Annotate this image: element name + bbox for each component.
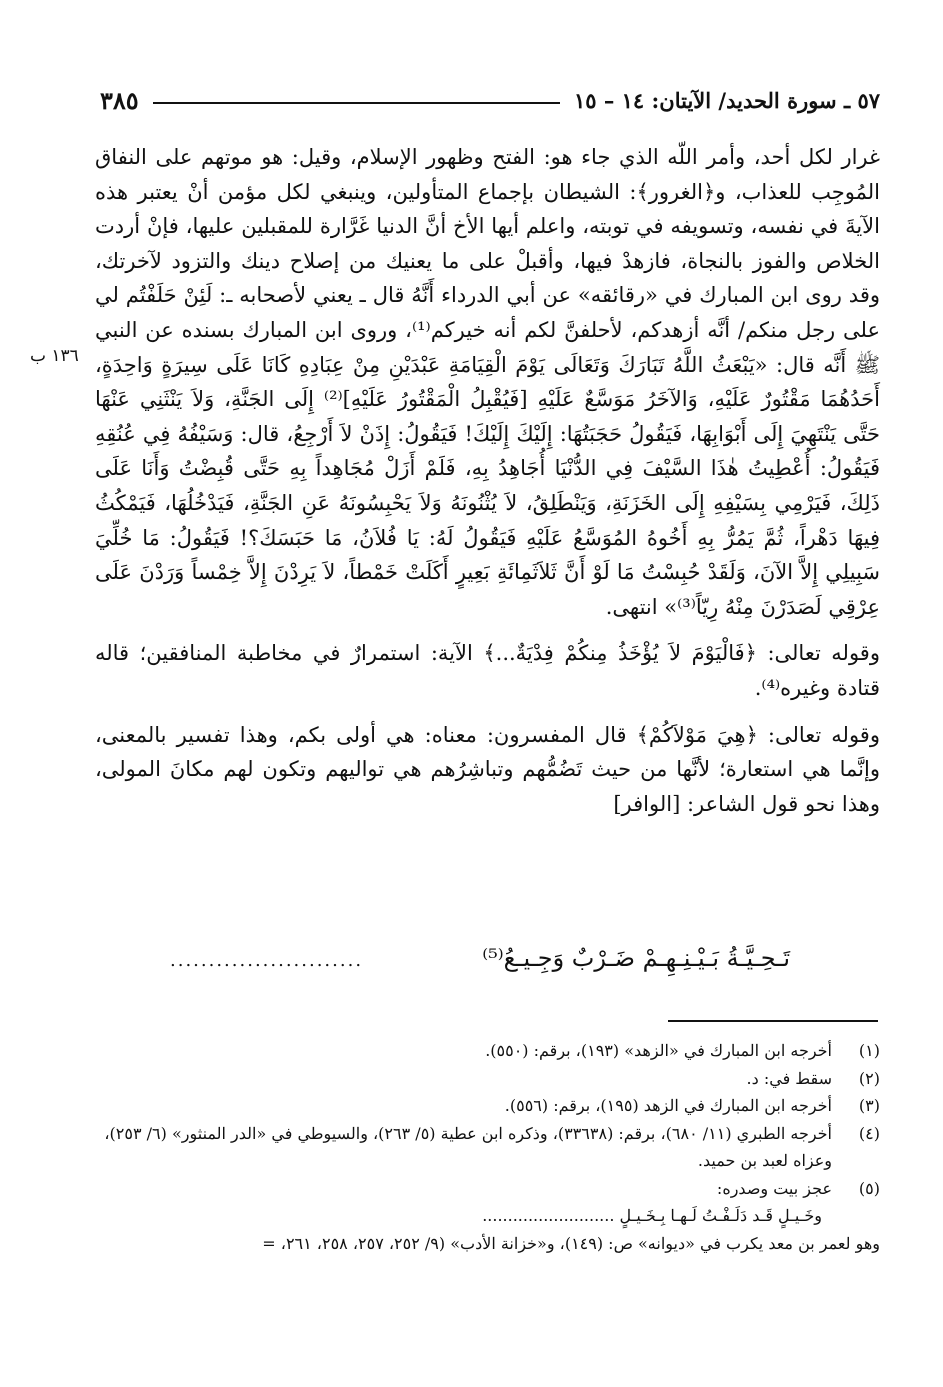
verse-text: تَـحِـيَّـةُ بَـيْـنِـهِـمْ ضَـرْبٌ وَجِـيـعُ⁽⁵⁾ bbox=[482, 944, 790, 972]
footnote-separator bbox=[668, 1020, 878, 1022]
footnote-text: سقط في: د. bbox=[746, 1068, 832, 1088]
footnote-text: أخرجه الطبري (١١/ ٦٨٠)، برقم: (٣٣٦٣٨)، وذكره ابن عطية (٥/ ٢٦٣)، والسيوطي في «الدر المنثور» (٦/ ٢٥٣)، وعزاه لعبد بن حميد. bbox=[104, 1123, 832, 1170]
footnote-item bbox=[95, 1037, 880, 1065]
footnote-item bbox=[95, 1092, 880, 1120]
verse-dots: ......................... bbox=[170, 950, 364, 971]
footnote-number: (١) bbox=[858, 1041, 880, 1060]
header-title: ٥٧ ـ سورة الحديد/ الآيتان: ١٤ – ١٥ bbox=[573, 87, 880, 113]
running-header bbox=[100, 80, 880, 120]
footnote-item bbox=[95, 1065, 880, 1093]
poetry-verse bbox=[170, 944, 790, 972]
footnote-number: (٣) bbox=[858, 1096, 880, 1115]
footnote-number: (٤) bbox=[858, 1123, 880, 1143]
paragraph-1: غرار لكل أحد، وأمر اللّه الذي جاء هو: الفتح وظهور الإسلام، وقيل: هو موتهم على النفاق المُوجِب للعذاب، و﴿الغرور﴾: الشيطان بإجماع المتأولين، وينبغي لكل مؤمن أنْ يعتبر هذه الآيةَ في نفسه، وتسويفه في توبته، واعلم أيها الأخ أنَّ الدنيا غَرَّارة للمقبلين عليها، فإنْ أردت الخلاص والفوز بالنجاة، فازهدْ فيها، وأقبلْ على ما يعنيك من إصلاح دينك والتزود لآخرتك، وقد روى ابن المبارك في «رقائقه» عن أبي الدرداء أَنَّهُ قال ـ يعني لأصحابه ـ: لَئِنْ حَلَفْتُم لي على رجل منكم/ أنَّه أزهدكم، لأحلفنَّ لكم أنه خيركم⁽¹⁾، وروى ابن المبارك بسنده عن النبي ﷺ أَنَّه قال: «يَبْعَثُ اللَّهُ تَبَارَكَ وَتَعَالَى يَوْمَ الْقِيَامَةِ عَبْدَيْنِ مِنْ عِبَادِهِ كَانَا عَلَى سِيرَةٍ وَاحِدَةٍ، أَحَدُهُمَا مَقْتُورٌ عَلَيْهِ، وَالآخَرُ مَوَسَّعٌ عَلَيْهِ [فَيُقْبِلُ الْمَقْتُورُ عَلَيْهِ]⁽²⁾ إِلَى الجَنَّةِ، وَلاَ يَنْثَنِي عَنْهَا حَتَّى يَنْتَهِيَ إِلَى أَبْوَابِهَا، فَيَقُولُ حَجَبَتُهَا: إِلَيْكَ إِلَيْكَ! فَيَقُولُ: إِذَنْ لاَ أَرْجِعُ، قال: وَسَيْفُهُ فِي عُنُقِهِ فَيَقُولُ: أُعْطِيتُ هٰذَا السَّيْفَ فِي الدُّنْيَا أُجَاهِدُ بِهِ، فَلَمْ أَزَلْ مُجَاهِداً بِهِ حَتَّى قُبِضْتُ وَأَنَا عَلَى ذَلِكَ، فَيَرْمِي بِسَيْفِهِ إِلَى الخَزَنَةِ، وَيَنْطَلِقُ، لاَ يُثْنُونَهُ وَلاَ يَحْبِسُونَهُ عَنِ الجَنَّةِ، فَيَدْخُلُهَا، فَيَمْكُثُ فِيهَا دَهْراً، ثُمَّ يَمُرُّ بِهِ أَخُوهُ المُوَسَّعُ عَلَيْهِ فَيَقُولُ لَهُ: يَا فُلاَنُ، مَا حَبَسَكَ؟! فَيَقُولُ: مَا خُلِّيَ سَبِيلِي إِلاَّ الآنَ، وَلَقَدْ حُبِسْتُ مَا لَوْ أَنَّ ثَلاَثَمِائَةِ بَعِيرٍ أَكَلَتْ خَمْطاً، لاَ يَرِدْنَ إِلاَّ خِمْساً وَرَدْنَ عَلَى عِرْقِي لَصَدَرْنَ مِنْهُ رِيّاً⁽³⁾» انتهى. bbox=[95, 145, 881, 619]
paragraph-2: وقوله تعالى: ﴿فَالْيَوْمَ لاَ يُؤْخَذُ مِنكُمْ فِدْيَةٌ...﴾ الآية: استمرارٌ في مخاطبة المنافقين؛ قاله قتادة وغيره⁽⁴⁾. bbox=[95, 641, 880, 700]
paragraph-3: وقوله تعالى: ﴿هِيَ مَوْلاَكُمْ﴾ قال المفسرون: معناه: هي أولى بكم، وهذا تفسير بالمعنى، وإنَّما هي استعارة؛ لأنَّها من حيث تَضُمُّهم وتباشِرُهم هي تواليهم وتكون لهم مكانَ المولى، وهذا نحو قول الشاعر: [الوافر] bbox=[95, 722, 880, 816]
footnote-text: عجز بيت وصدره: bbox=[716, 1178, 832, 1198]
footnote-text: أخرجه ابن المبارك في الزهد (١٩٥)، برقم: (٥٥٦). bbox=[504, 1096, 832, 1115]
footnote-item bbox=[95, 1120, 880, 1175]
header-rule bbox=[153, 102, 560, 104]
footnote-item bbox=[95, 1175, 880, 1203]
page-number: ٣٨٥ bbox=[100, 85, 139, 115]
footnote-continuation: وهو لعمر بن معد يكرب في «ديوانه» ص: (١٤٩)، و«خزانة الأدب» (٩/ ٢٥٢، ٢٥٧، ٢٥٨، ٢٦١، = bbox=[262, 1233, 880, 1253]
margin-manuscript-folio: ١٣٦ ب bbox=[30, 346, 79, 366]
footnotes bbox=[95, 1037, 880, 1257]
footnote-number: (٥) bbox=[858, 1178, 880, 1198]
footnote-number: (٢) bbox=[858, 1068, 880, 1088]
main-text bbox=[95, 140, 880, 821]
footnote-text: أخرجه ابن المبارك في «الزهد» (١٩٣)، برقم: (٥٥٠). bbox=[485, 1041, 832, 1060]
footnote-verse: وخَـيـلٍ قَـد دَلَـفْـتُ لَـهـا بِـخَـيـلٍ .......................... bbox=[482, 1206, 822, 1225]
